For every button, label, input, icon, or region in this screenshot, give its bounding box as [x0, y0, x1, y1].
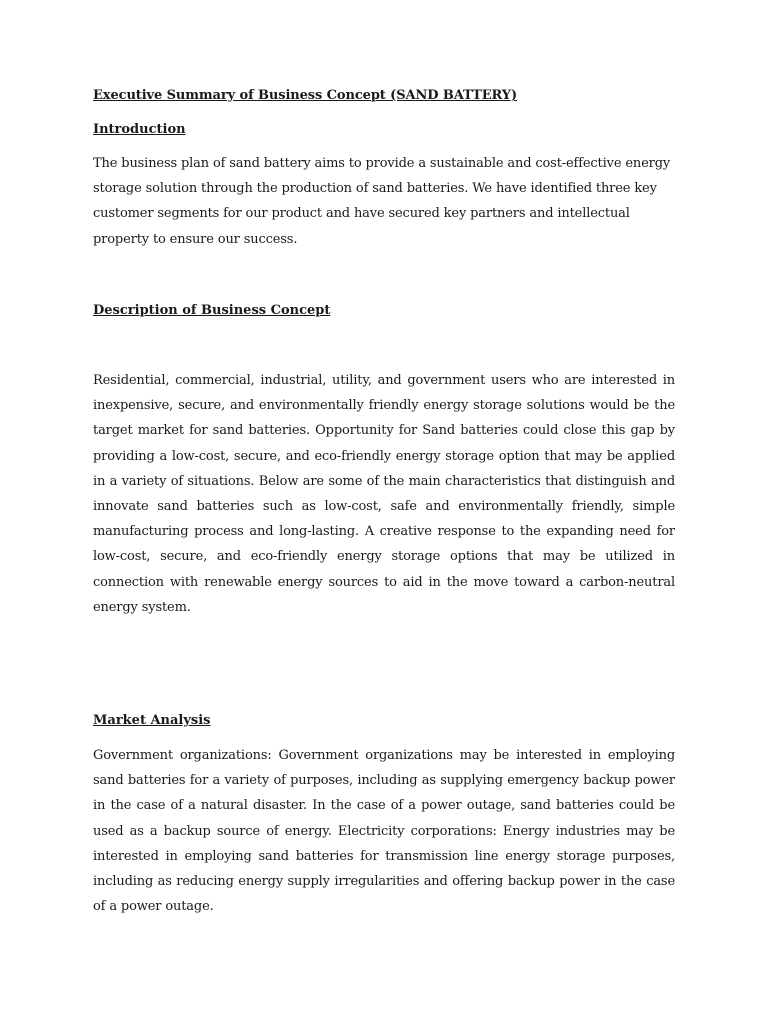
- section-text-market-analysis: Government organizations: Government organizations may be interested in employing sand batteries for a variety of purposes, including as supplying emergency backup power in the case of a natural disaster. In the case of a power outage, sand batteries could be used as a backup source of energy. Electricity corporations: Energy industries may be interested in employing sand batteries for transmission line energy storage purposes, including as reducing energy supply irregularities and offering backup power in the case of a power outage.: [93, 748, 675, 915]
- section-text-introduction: The business plan of sand battery aims to provide a sustainable and cost-effective energy storage solution through the production of sand batteries. We have identified three key customer segments for our product and have secured key partners and intellectual property to ensure our success.: [93, 156, 671, 247]
- section-text-description: Residential, commercial, industrial, utility, and government users who are interested in inexpensive, secure, and environmentally friendly energy storage solutions would be the target market for sand batteries. Opportunity for Sand batteries could close this gap by providing a low-cost, secure, and eco-friendly energy storage option that may be applied in a variety of situations. Below are some of the main characteristics that distinguish and innovate sand batteries such as low-cost, safe and environmentally friendly, simple manufacturing process and long-lasting. A creative response to the expanding need for low-cost, secure, and eco-friendly energy storage options that may be utilized in connection with renewable energy sources to aid in the move toward a carbon-neutral energy system.: [93, 373, 675, 615]
- section-heading-market-analysis: Market Analysis: [93, 713, 211, 728]
- section-heading-description: Description of Business Concept: [93, 303, 331, 318]
- section-heading-introduction: Introduction: [93, 122, 186, 137]
- document-title: Executive Summary of Business Concept (SAND BATTERY): [93, 88, 518, 103]
